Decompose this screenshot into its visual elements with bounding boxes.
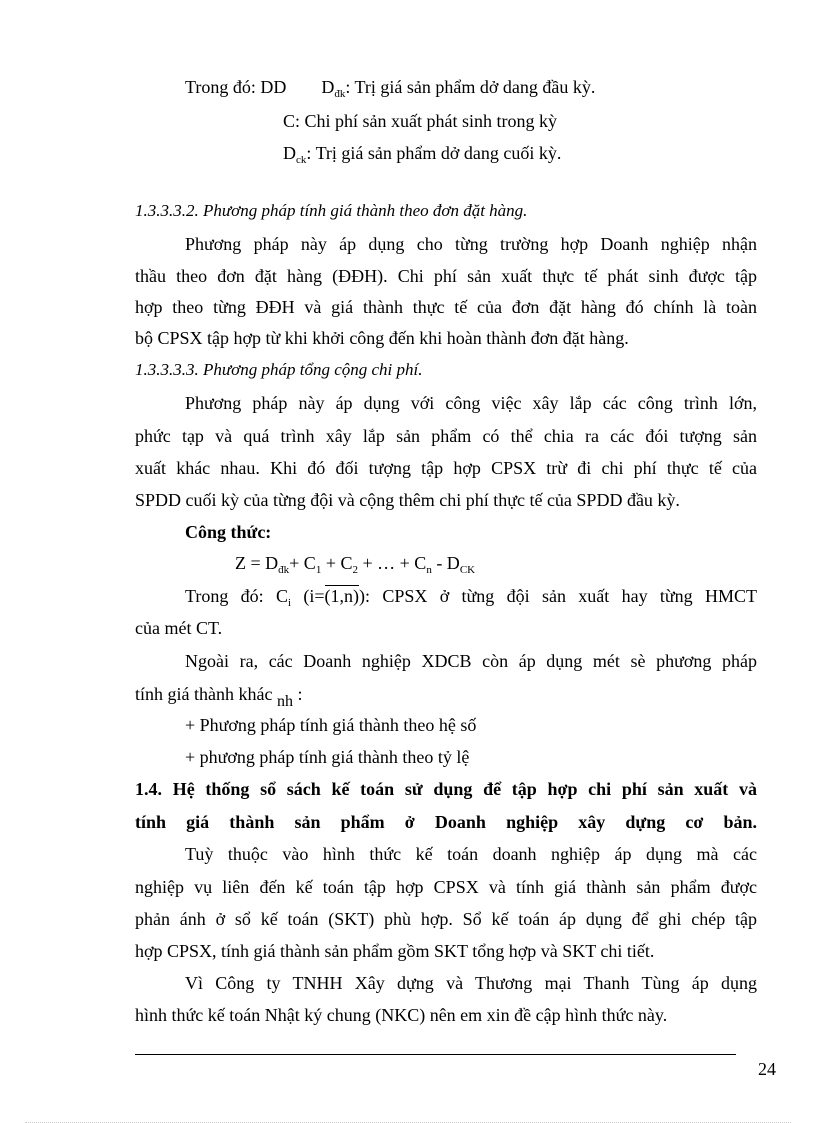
formula-label: Công thức: — [185, 522, 272, 542]
paragraph-sub: nh — [276, 693, 293, 710]
section-heading: 1.3.3.3.2. Phương pháp tính giá thành theo đơn đặt hàng. — [135, 201, 528, 220]
legend-subscript: đk — [334, 88, 346, 100]
formula-part: Z = D — [235, 553, 279, 573]
paragraph-line: bộ CPSX tập hợp từ khi khởi công đến khi hoàn thành đơn đặt hàng. — [135, 328, 629, 348]
formula-sub: 2 — [352, 564, 358, 576]
paragraph-line: Tuỳ thuộc vào hình thức kế toán doanh nghiệp áp dụng mà các — [185, 844, 757, 864]
paragraph-line — [135, 683, 303, 710]
formula-part: + C — [321, 553, 353, 573]
legend-prefix: Trong đó: DD — [185, 77, 287, 97]
where-line-2: của mét CT. — [135, 618, 223, 638]
formula-sub: đk — [278, 564, 290, 576]
page-number: 24 — [758, 1059, 776, 1079]
where-part: (i= — [291, 586, 325, 606]
section-heading-bold: tính giá thành sản phẩm ở Doanh nghiệp xây dựng cơ bản. — [135, 812, 757, 832]
legend-text: : Trị giá sản phẩm dở dang cuối kỳ. — [306, 143, 562, 163]
formula-sub: 1 — [315, 564, 322, 576]
paragraph-colon: : — [297, 684, 303, 704]
legend-subscript: ck — [296, 154, 307, 166]
legend-line-3 — [283, 142, 561, 164]
where-range: (1,n) — [324, 586, 360, 606]
paragraph-line: phức tạp và quá trình xây lắp sản phẩm có thể chia ra các đói tượng sản — [135, 426, 757, 446]
paragraph-text: tính giá thành khác — [135, 684, 273, 704]
legend-line-1 — [185, 76, 595, 98]
paragraph-line: hợp CPSX, tính giá thành sản phẩm gồm SKT tổng hợp và SKT chi tiết. — [135, 941, 655, 961]
paragraph-line: SPDD cuối kỳ của từng đội và cộng thêm chi phí thực tế của SPDD đầu kỳ. — [135, 490, 680, 510]
paragraph-line: phản ánh ở sổ kế toán (SKT) phù hợp. Sổ kế toán áp dụng để ghi chép tập — [135, 909, 757, 929]
bullet-item: + Phương pháp tính giá thành theo hệ số — [185, 715, 477, 735]
where-sub: i — [288, 597, 292, 609]
formula-sub: CK — [459, 564, 476, 576]
section-heading: 1.3.3.3.3. Phương pháp tổng cộng chi phí. — [135, 360, 423, 379]
where-part: ): CPSX ở từng đội sản xuất hay từng HMCT — [359, 586, 757, 606]
paragraph-line: xuất khác nhau. Khi đó đối tượng tập hợp CPSX trừ đi chi phí thực tế của — [135, 458, 757, 478]
paragraph-line: thầu theo đơn đặt hàng (ĐĐH). Chi phí sản xuất thực tế phát sinh được tập — [135, 266, 757, 286]
paragraph-line: Phương pháp này áp dụng cho từng trường hợp Doanh nghiệp nhận — [185, 234, 757, 254]
paragraph-line: Vì Công ty TNHH Xây dựng và Thương mại Thanh Tùng áp dụng — [185, 973, 757, 993]
legend-text: : Trị giá sản phẩm dở dang đầu kỳ. — [345, 77, 596, 97]
legend-symbol: D — [283, 143, 296, 163]
where-line — [185, 585, 757, 607]
paragraph-line: hình thức kế toán Nhật ký chung (NKC) nên em xin đề cập hình thức này. — [135, 1005, 668, 1025]
paragraph-line: nghiệp vụ liên đến kế toán tập hợp CPSX và tính giá thành sản phẩm được — [135, 877, 757, 897]
legend-line-2: C: Chi phí sản xuất phát sinh trong kỳ — [283, 111, 557, 131]
formula-sub: n — [426, 564, 432, 576]
paragraph-line: hợp theo từng ĐĐH và giá thành thực tế của đơn đặt hàng đó chính là toàn — [135, 297, 757, 317]
where-part: Trong đó: C — [185, 586, 289, 606]
bullet-item: + phương pháp tính giá thành theo tỷ lệ — [185, 747, 470, 767]
formula — [235, 552, 475, 574]
formula-part: + C — [289, 553, 316, 573]
section-heading-bold: 1.4. Hệ thống sổ sách kế toán sử dụng để tập hợp chi phí sản xuất và — [135, 779, 757, 799]
footer-rule — [135, 1054, 736, 1055]
legend-symbol: D — [321, 77, 335, 97]
formula-part: - D — [431, 553, 460, 573]
paragraph-line: Ngoài ra, các Doanh nghiệp XDCB còn áp dụng mét sè phương pháp — [185, 651, 757, 671]
paragraph-line: Phương pháp này áp dụng với công việc xây lắp các công trình lớn, — [185, 393, 757, 413]
formula-part: + … + C — [358, 553, 427, 573]
